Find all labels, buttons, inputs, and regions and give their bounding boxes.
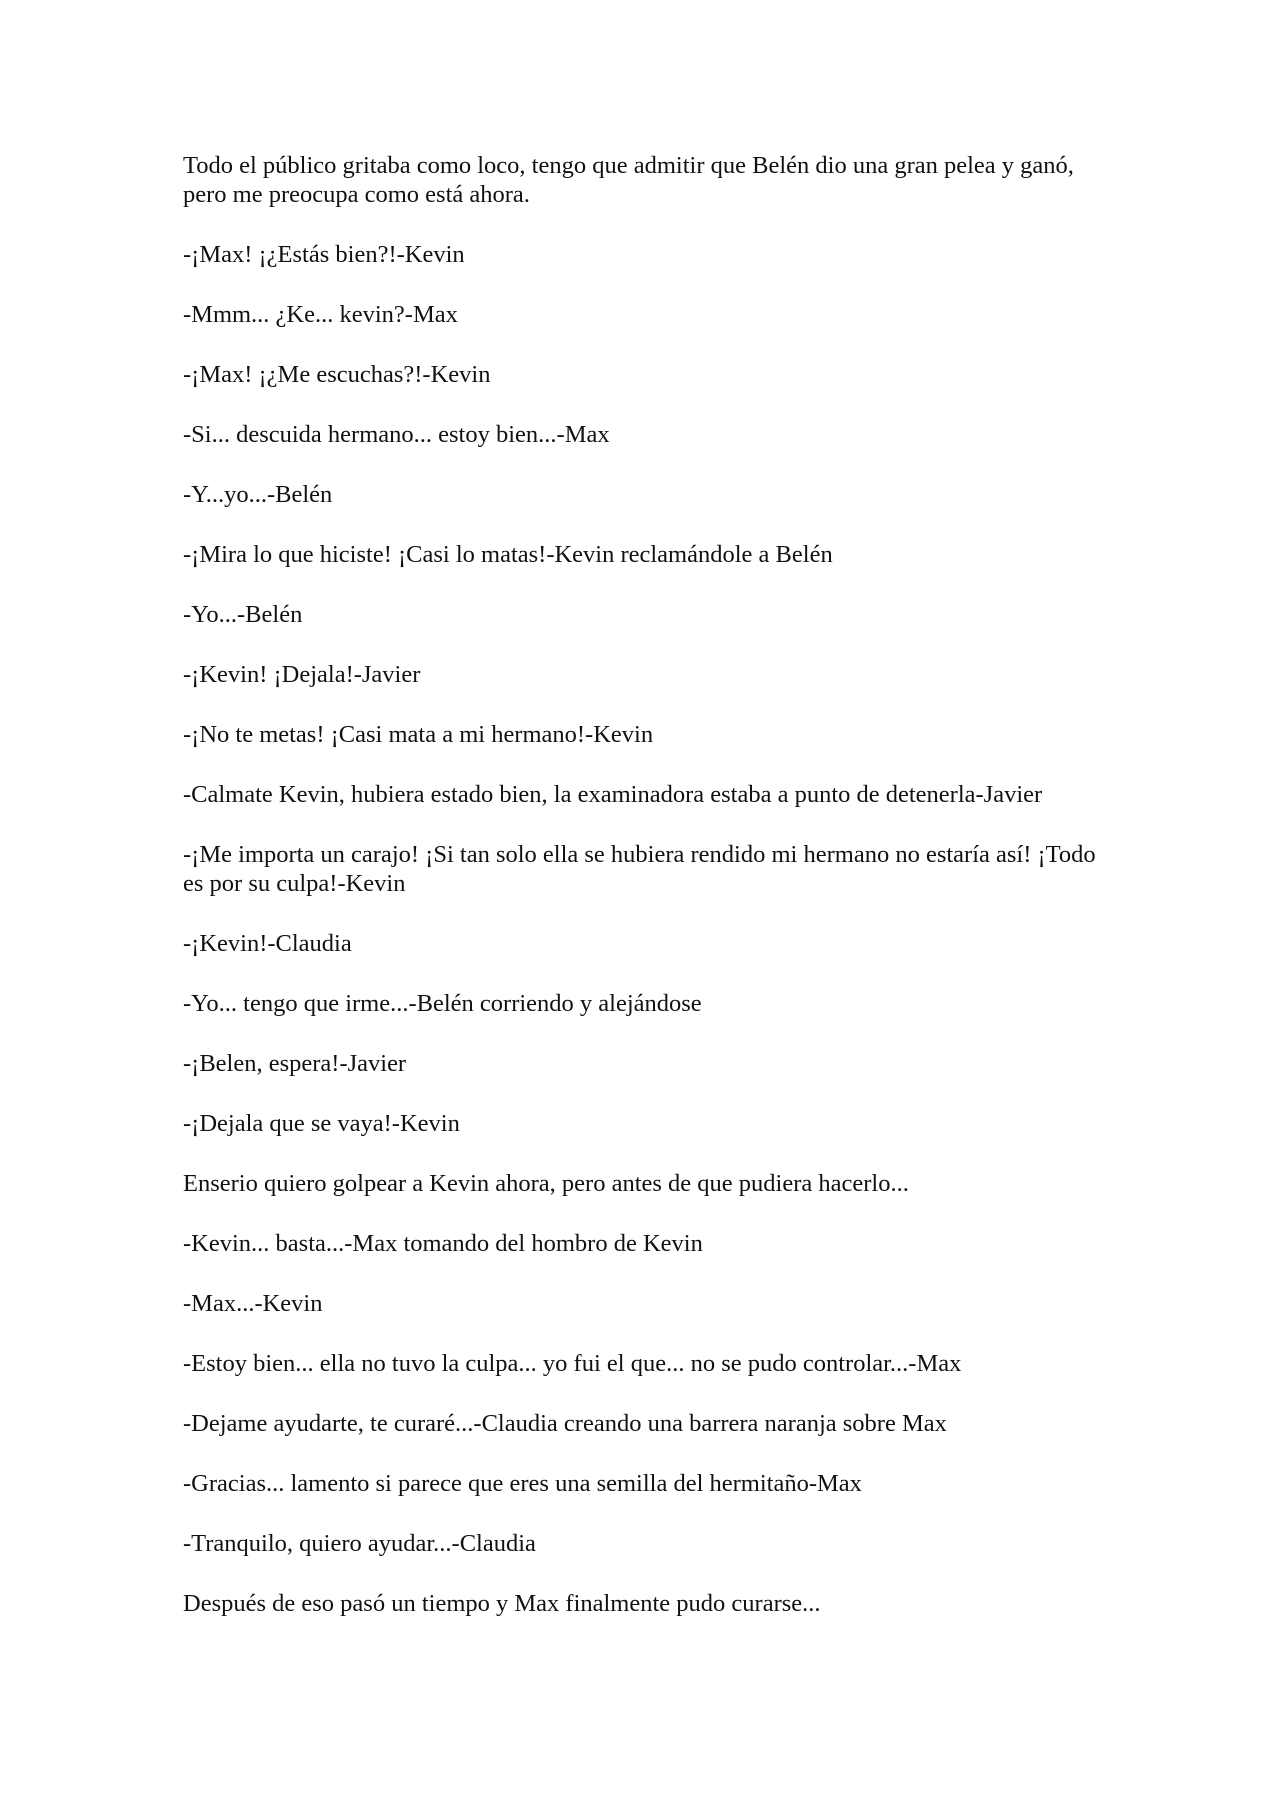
paragraph: -¡Me importa un carajo! ¡Si tan solo ella se hubiera rendido mi hermano no estaría así! ¡Todo es por su culpa!-Kevin [183,841,1096,897]
paragraph: Enserio quiero golpear a Kevin ahora, pero antes de que pudiera hacerlo... [183,1170,909,1197]
paragraph: -Tranquilo, quiero ayudar...-Claudia [183,1530,536,1557]
paragraph: -Max...-Kevin [183,1290,323,1317]
paragraph: -¡Dejala que se vaya!-Kevin [183,1110,460,1137]
paragraph: -Kevin... basta...-Max tomando del hombro de Kevin [183,1230,703,1257]
paragraph: -Estoy bien... ella no tuvo la culpa... yo fui el que... no se pudo controlar...-Max [183,1350,962,1377]
paragraph: -Yo... tengo que irme...-Belén corriendo y alejándose [183,990,702,1017]
paragraph: -¡No te metas! ¡Casi mata a mi hermano!-Kevin [183,721,654,748]
paragraph: -Yo...-Belén [183,601,303,628]
paragraph: -Si... descuida hermano... estoy bien...-Max [183,421,610,448]
paragraph: -¡Belen, espera!-Javier [183,1050,407,1077]
paragraph: -¡Max! ¡¿Me escuchas?!-Kevin [183,361,491,388]
paragraph: Después de eso pasó un tiempo y Max finalmente pudo curarse... [183,1590,821,1617]
paragraph: -Y...yo...-Belén [183,481,333,508]
paragraph: -¡Mira lo que hiciste! ¡Casi lo matas!-Kevin reclamándole a Belén [183,541,833,568]
paragraph: -¡Kevin! ¡Dejala!-Javier [183,661,421,688]
document-body [183,151,1103,1649]
paragraph: Todo el público gritaba como loco, tengo que admitir que Belén dio una gran pelea y ganó, pero me preocupa como está ahora. [183,152,1074,208]
paragraph: -Calmate Kevin, hubiera estado bien, la examinadora estaba a punto de detenerla-Javier [183,781,1043,808]
paragraph: -¡Max! ¡¿Estás bien?!-Kevin [183,241,465,268]
paragraph: -¡Kevin!-Claudia [183,930,352,957]
paragraph: -Gracias... lamento si parece que eres una semilla del hermitaño-Max [183,1470,862,1497]
paragraph: -Mmm... ¿Ke... kevin?-Max [183,301,458,328]
paragraph: -Dejame ayudarte, te curaré...-Claudia creando una barrera naranja sobre Max [183,1410,947,1437]
